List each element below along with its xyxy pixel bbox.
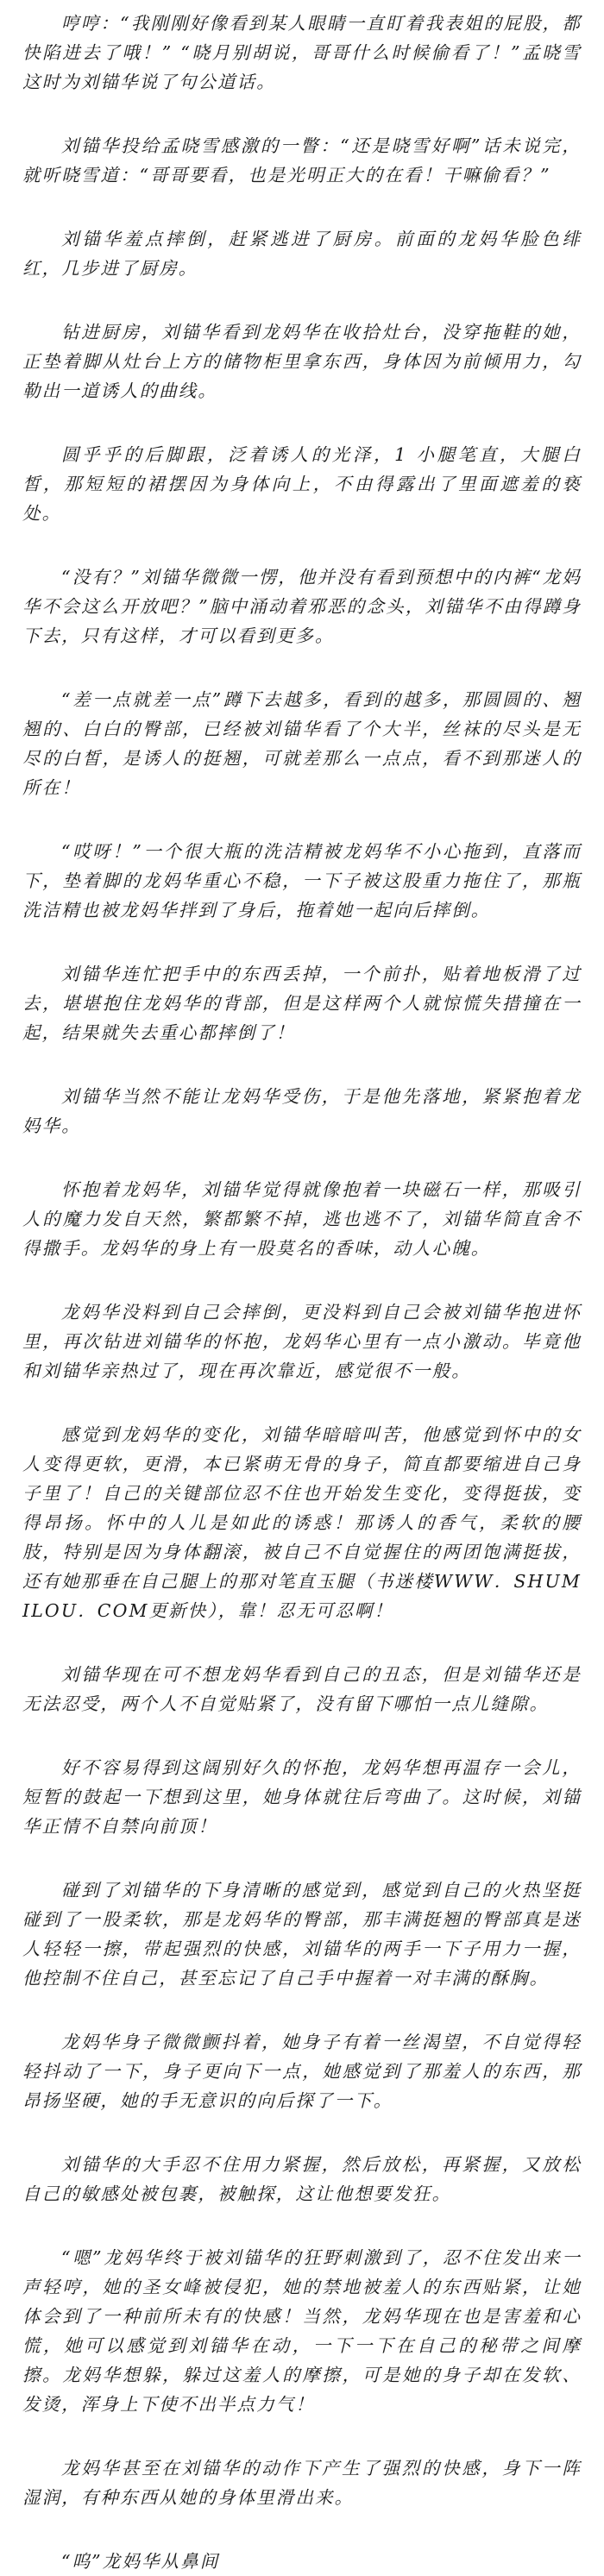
paragraph: “呜”龙妈华从鼻间 <box>61 2551 220 2572</box>
paragraph: 龙妈华没料到自己会摔倒，更没料到自己会被刘锚华抱进怀里，再次钻进刘锚华的怀抱，龙妈华心里有一点小激动。毕竟他和刘锚华亲热过了，现在再次靠近，感觉很不一般。 <box>22 1302 582 1381</box>
paragraph: “差一点就差一点”蹲下去越多，看到的越多，那圆圆的、翘翘的、白白的臀部，已经被刘锚华看了个大半，丝袜的尽头是无尽的白皙，是诱人的挺翘，可就差那么一点点，看不到那迷人的所在！ <box>22 689 582 798</box>
paragraph: 刘锚华羞点摔倒，赶紧逃进了厨房。前面的龙妈华脸色绯红，几步进了厨房。 <box>22 229 582 279</box>
paragraph: “嗯”龙妈华终于被刘锚华的狂野刺激到了，忍不住发出来一声轻哼，她的圣女峰被侵犯，她的禁地被羞人的东西贴紧，让她体会到了一种前所未有的快感！当然，龙妈华现在也是害羞和心慌，她可以感觉到刘锚华在动，一下一下在自己的秘带之间摩擦。龙妈华想躲，躲过这羞人的摩擦，可是她的身子却在发软、发烫，浑身上下使不出半点力气！ <box>22 2247 582 2415</box>
paragraph: 哼哼：“我刚刚好像看到某人眼睛一直盯着我表姐的屁股，都快陷进去了哦！” “晓月别胡说，哥哥什么时候偷看了！”孟晓雪这时为刘锚华说了句公道话。 <box>22 13 582 92</box>
paragraph: “没有？”刘锚华微微一愣，他并没有看到预想中的内裤“龙妈华不会这么开放吧？”脑中涌动着邪恶的念头，刘锚华不由得蹲身下去，只有这样，才可以看到更多。 <box>22 567 582 646</box>
paragraph: 圆乎乎的后脚跟，泛着诱人的光泽，1 小腿笔直，大腿白皙，那短短的裙摆因为身体向上，不由得露出了里面遮羞的亵处。 <box>22 444 582 524</box>
paragraph: 刘锚华的大手忍不住用力紧握，然后放松，再紧握，又放松自己的敏感处被包裹，被触探，这让他想要发狂。 <box>22 2154 582 2204</box>
paragraph: 龙妈华身子微微颤抖着，她身子有着一丝渴望，不自觉得轻轻抖动了一下，身子更向下一点，她感觉到了那羞人的东西，那昂扬坚硬，她的手无意识的向后探了一下。 <box>22 2032 582 2111</box>
paragraph: 钻进厨房，刘锚华看到龙妈华在收拾灶台，没穿拖鞋的她，正垫着脚从灶台上方的储物柜里拿东西，身体因为前倾用力，勾勒出一道诱人的曲线。 <box>22 322 582 401</box>
paragraph: 刘锚华投给孟晓雪感激的一瞥：“还是晓雪好啊”话未说完，就听晓雪道：“哥哥要看，也是光明正大的在看！干嘛偷看？” <box>22 135 582 185</box>
paragraph: 刘锚华连忙把手中的东西丢掉，一个前扑，贴着地板滑了过去，堪堪抱住龙妈华的背部，但是这样两个人就惊慌失措撞在一起，结果就失去重心都摔倒了！ <box>22 964 582 1043</box>
paragraph: 刘锚华当然不能让龙妈华受伤，于是他先落地，紧紧抱着龙妈华。 <box>22 1086 582 1136</box>
paragraph: 龙妈华甚至在刘锚华的动作下产生了强烈的快感，身下一阵湿润，有种东西从她的身体里滑出来。 <box>22 2458 582 2508</box>
paragraph: 碰到了刘锚华的下身清晰的感觉到，感觉到自己的火热坚挺碰到了一股柔软，那是龙妈华的臀部，那丰满挺翘的臀部真是迷人轻轻一擦，带起强烈的快感，刘锚华的两手一下子用力一握，他控制不住自己，甚至忘记了自己手中握着一对丰满的酥胸。 <box>22 1880 582 1989</box>
paragraph: 好不容易得到这阔别好久的怀抱，龙妈华想再温存一会儿，短暂的鼓起一下想到这里，她身体就往后弯曲了。这时候，刘锚华正情不自禁向前顶！ <box>22 1757 582 1837</box>
paragraph: “哎呀！”一个很大瓶的洗洁精被龙妈华不小心拖到，直落而下，垫着脚的龙妈华重心不稳，一下子被这股重力拖住了，那瓶洗洁精也被龙妈华拌到了身后，拖着她一起向后摔倒。 <box>22 841 582 920</box>
paragraph: 怀抱着龙妈华，刘锚华觉得就像抱着一块磁石一样，那吸引人的魔力发自天然，繁都繁不掉，逃也逃不了，刘锚华简直舍不得撒手。龙妈华的身上有一股莫名的香味，动人心魄。 <box>22 1179 582 1259</box>
paragraph: 刘锚华现在可不想龙妈华看到自己的丑态，但是刘锚华还是无法忍受，两个人不自觉贴紧了，没有留下哪怕一点儿缝隙。 <box>22 1664 582 1714</box>
paragraph: 感觉到龙妈华的变化，刘锚华暗暗叫苦，他感觉到怀中的女人变得更软，更滑，本已紧萌无骨的身子，简直都要缩进自己身子里了！自己的关键部位忍不住也开始发生变化，变得挺拔，变得昂扬。怀中的人儿是如此的诱惑！那诱人的香气，柔软的腰肢，特别是因为身体翻滚，被自己不自觉握住的两团饱满挺拔，还有她那垂在自己腿上的那对笔直玉腿（书迷楼WWW．SHUMILOU．COM更新快），靠！忍无可忍啊！ <box>22 1424 582 1621</box>
